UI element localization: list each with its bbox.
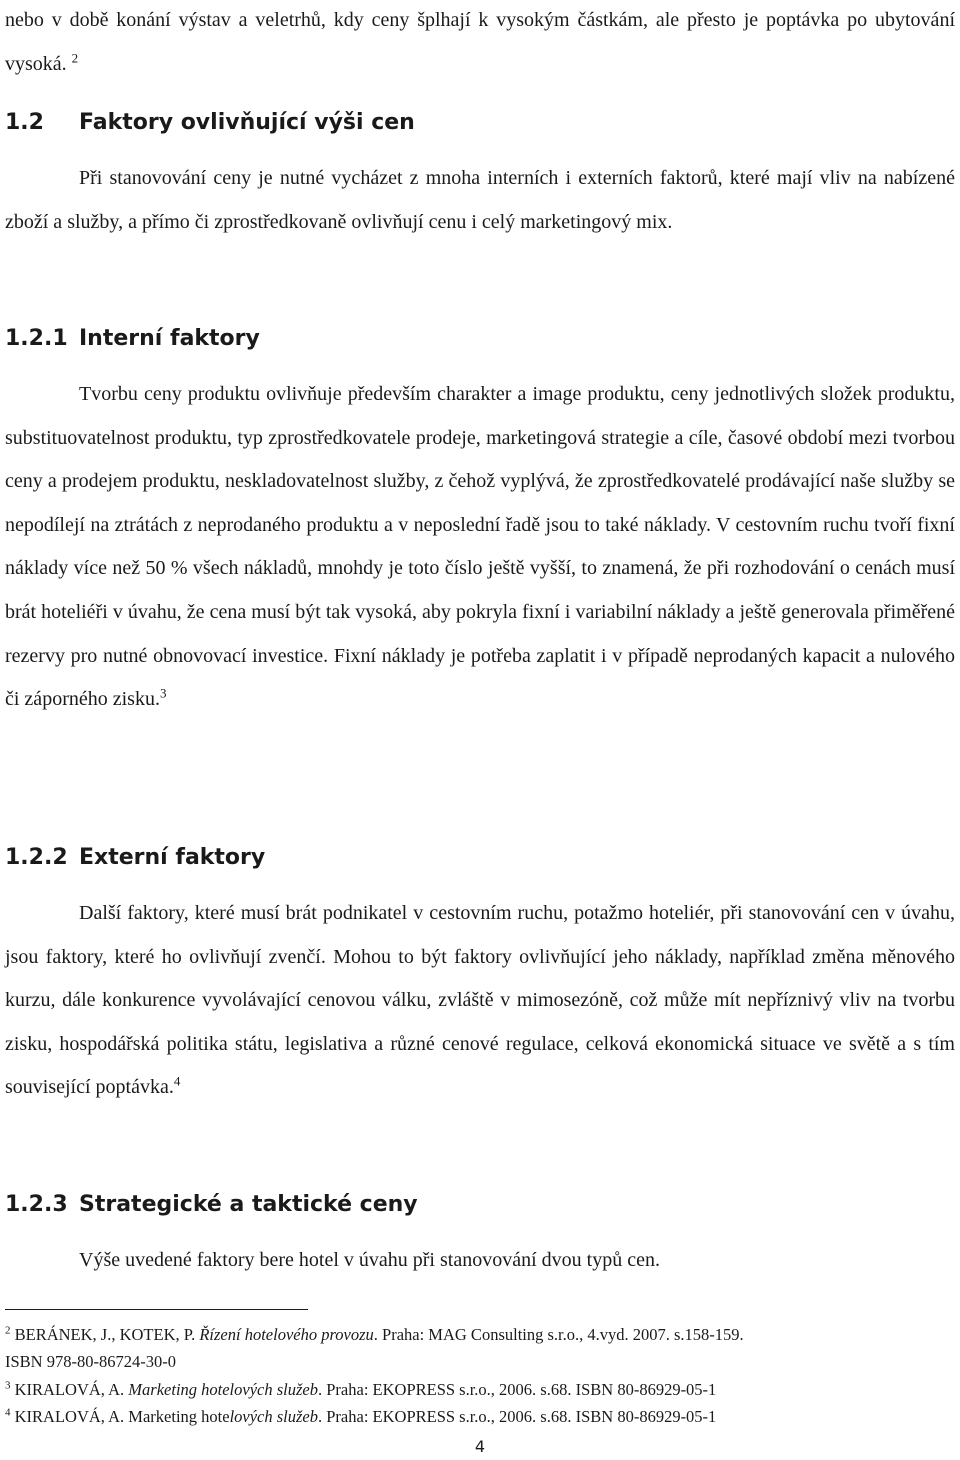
- footnote-4-details: . Praha: EKOPRESS s.r.o., 2006. s.68. ISBN 80-86929-05-1: [318, 1407, 717, 1426]
- footnote-4: [5, 1404, 716, 1430]
- section-1-2-heading-block: [5, 108, 955, 138]
- footnote-3-details: . Praha: EKOPRESS s.r.o., 2006. s.68. ISBN 80-86929-05-1: [318, 1380, 717, 1399]
- footnote-separator: [5, 1309, 308, 1310]
- top-paragraph-text: nebo v době konání výstav a veletrhů, kdy ceny šplhají k vysokým částkám, ale přesto je poptávka po ubytování vysoká.: [5, 9, 955, 75]
- section-heading-1-2-1: [5, 324, 955, 354]
- footnote-ref-3: 3: [159, 685, 167, 701]
- footnote-2-author: BERÁNEK, J., KOTEK, P.: [14, 1325, 196, 1344]
- section-1-2-2-text: Další faktory, které musí brát podnikatel v cestovním ruchu, potažmo hoteliér, při stanovování cen v úvahu, jsou faktory, které ho ovlivňují zvenčí. Mohou to být faktory ovlivňující jeho náklady, například změna měnového kurzu, dále konkurence vyvolávající cenovou válku, zvláště v mimosezóně, což může mít nepříznivý vliv na tvorbu zisku, hospodářská politika státu, legislativa a různé cenové regulace, celková ekonomická situace ve světě a s tím související poptávka.: [5, 902, 955, 1099]
- page-number: 4: [474, 1437, 486, 1456]
- section-1-2-paragraph-block: [5, 157, 955, 244]
- top-paragraph: [5, 0, 955, 86]
- top-paragraph-block: [5, 0, 955, 86]
- section-title-1-2-3: Strategické a taktické ceny: [79, 1192, 418, 1217]
- section-1-2-2-paragraph-block: [5, 892, 955, 1110]
- footnote-4-author: KIRALOVÁ, A.: [14, 1407, 125, 1426]
- footnote-4-ref: 4: [5, 1406, 11, 1419]
- section-heading-1-2-2: [5, 843, 955, 873]
- footnote-3: [5, 1377, 716, 1403]
- footnote-2-continuation: ISBN 978-80-86724-30-0: [5, 1352, 176, 1371]
- footnote-2-ref: 2: [5, 1324, 11, 1337]
- footnote-3-ref: 3: [5, 1379, 11, 1392]
- footnote-2-title: Řízení hotelového provozu: [199, 1325, 374, 1344]
- section-1-2-1-text: Tvorbu ceny produktu ovlivňuje především charakter a image produktu, ceny jednotlivých složek produktu, substituovatelnost produktu, typ zprostředkovatele prodeje, marketingová strategie a cíle, časové období mezi tvorbou ceny a prodejem produktu, neskladovatelnost služby, z čehož vyplývá, že zprostředkovatelé prodávající naše služby se nepodílejí na ztrátách z neprodaného produktu a v neposlední řadě jsou to také náklady. V cestovním ruchu tvoří fixní náklady více než 50 % všech nákladů, mnohdy je toto číslo ještě vyšší, to znamená, že při rozhodování o cenách musí brát hoteliéři v úvahu, že cena musí být tak vysoká, aby pokryla fixní i variabilní náklady a ještě generovala přiměřené rezervy pro nutné obnovovací investice. Fixní náklady je potřeba zaplatit i v případě neprodaných kapacit a nulového či záporného zisku.: [5, 383, 955, 711]
- footnote-ref-2: 2: [71, 49, 79, 65]
- footnote-3-title: Marketing hotelových služeb: [128, 1380, 318, 1399]
- section-1-2-2-paragraph: [5, 892, 955, 1110]
- footnote-4-title-plain: Marketing hote: [128, 1407, 230, 1426]
- section-number-1-2-3: 1.2.3: [5, 1192, 68, 1217]
- section-1-2-1-paragraph-block: [5, 373, 955, 722]
- section-1-2-3-paragraph-block: [5, 1239, 955, 1283]
- section-number-1-2: 1.2: [5, 110, 44, 135]
- section-title-1-2-1: Interní faktory: [79, 326, 260, 351]
- footnote-ref-4: 4: [173, 1073, 181, 1089]
- section-1-2-1-paragraph: [5, 373, 955, 722]
- section-1-2-3-heading-block: [5, 1190, 955, 1220]
- section-1-2-1-heading-block: [5, 324, 955, 354]
- section-1-2-3-paragraph: Výše uvedené faktory bere hotel v úvahu při stanovování dvou typů cen.: [79, 1249, 660, 1271]
- section-title-1-2-2: Externí faktory: [79, 845, 266, 870]
- section-title-1-2: Faktory ovlivňující výši cen: [79, 110, 415, 135]
- footnote-3-author: KIRALOVÁ, A.: [14, 1380, 125, 1399]
- section-1-2-paragraph: Při stanovování ceny je nutné vycházet z mnoha interních i externích faktorů, které mají vliv na nabízené zboží a služby, a přímo či zprostředkovaně ovlivňují cenu i celý marketingový mix.: [5, 167, 955, 233]
- section-number-1-2-1: 1.2.1: [5, 326, 68, 351]
- section-number-1-2-2: 1.2.2: [5, 845, 68, 870]
- footnote-2: [5, 1322, 744, 1348]
- footnote-4-title: lových služeb: [229, 1407, 318, 1426]
- section-1-2-2-heading-block: [5, 843, 955, 873]
- footnote-2-details: . Praha: MAG Consulting s.r.o., 4.vyd. 2007. s.158-159.: [373, 1325, 744, 1344]
- section-heading-1-2-3: [5, 1190, 955, 1220]
- section-heading-1-2: [5, 108, 955, 138]
